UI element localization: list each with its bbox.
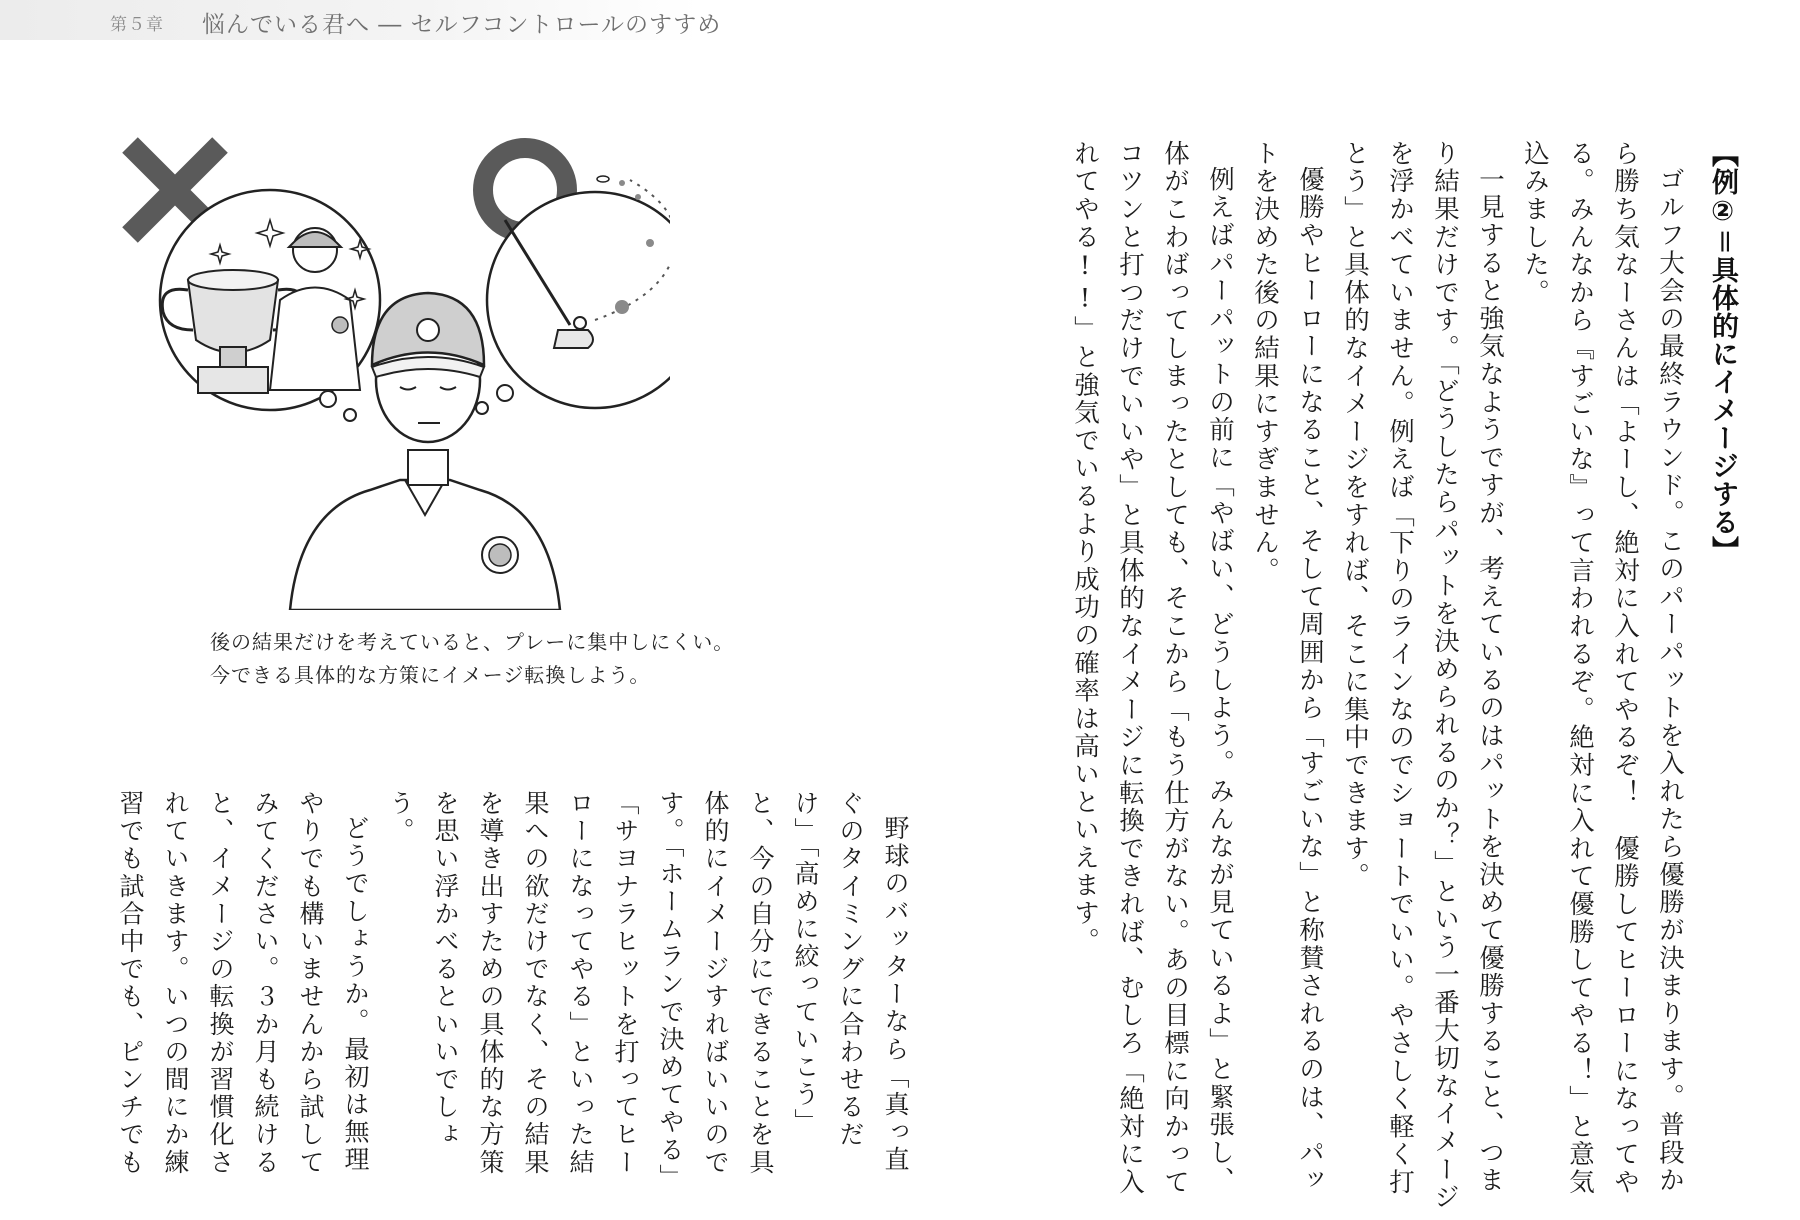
trophy-thought-bubble: [160, 190, 380, 421]
body-paragraph-3: 例えばパーパットの前に「やばい、どうしよう。みんなが見ているよ」と緊張し、体がこわばってしまったとしても、そこから「もう仕方がない。あの目標に向かってコツンと打つだけでいいや」と具体的なイメージに転換できれば、むしろ「絶対に入れてやる!!」と強気でいるより成功の確率は高いといえます。: [1070, 140, 1235, 1197]
section-heading: 【例②＝具体的にイメージする】: [1707, 140, 1738, 564]
caption-line-2: 今できる具体的な方策にイメージ転換しよう。: [210, 663, 651, 687]
chapter-label: 第５章: [110, 15, 164, 35]
illustration-caption: [210, 626, 734, 692]
intro-paragraph: ゴルフ大会の最終ラウンド。このパーパットを入れたら優勝が決まります。普段から勝ち気なーさんは「よーし、絶対に入れてやるぞ！ 優勝してヒーローになってやる。みんなから『すごいな』って言われるぞ。絶対に入れて優勝してやる！」と意気込みました。: [1520, 140, 1685, 1197]
body-paragraph-1: 一見すると強気なようですが、考えているのはパットを決めて優勝すること、つまり結果だけです。「どうしたらパットを決められるのか？」という一番大切なイメージを浮かべていません。例えば「下りのラインなのでショートでいい。やさしく軽く打とう」と具体的なイメージをすれば、そこに集中できます。: [1340, 140, 1505, 1212]
running-title: 悩んでいる君へ ― セルフコントロールのすすめ: [202, 12, 722, 38]
example-text-block: [1062, 140, 1745, 1220]
bottom-text-block: [108, 790, 918, 1190]
bottom-paragraph-2: どうでしょうか。最初は無理やりでも構いませんから試してみてください。３か月も続けると、イメージの転換が習慣化されていきます。いつの間にか練習でも試合中でも、ピンチでも: [116, 790, 370, 1177]
golfer-illustration: [110, 125, 670, 610]
body-paragraph-2: 優勝やヒーローになること、そして周囲から「すごいな」と称賛されるのは、パットを決めた後の結果にすぎません。: [1250, 140, 1325, 1195]
putting-line-thought-bubble: [476, 176, 670, 414]
bottom-paragraph-1: 野球のバッターなら「真っ直ぐのタイミングに合わせるだけ」「高めに絞っていこう」と、今の自分にできることを具体的にイメージすればいいのです。「ホームランで決めてやる」「サヨナラヒットを打ってヒーローになってやる」といった結果への欲だけでなく、その結果を導き出すための具体的な方策を思い浮かべるといいでしょう。: [386, 790, 910, 1179]
caption-line-1: 後の結果だけを考えていると、プレーに集中しにくい。: [210, 630, 735, 654]
